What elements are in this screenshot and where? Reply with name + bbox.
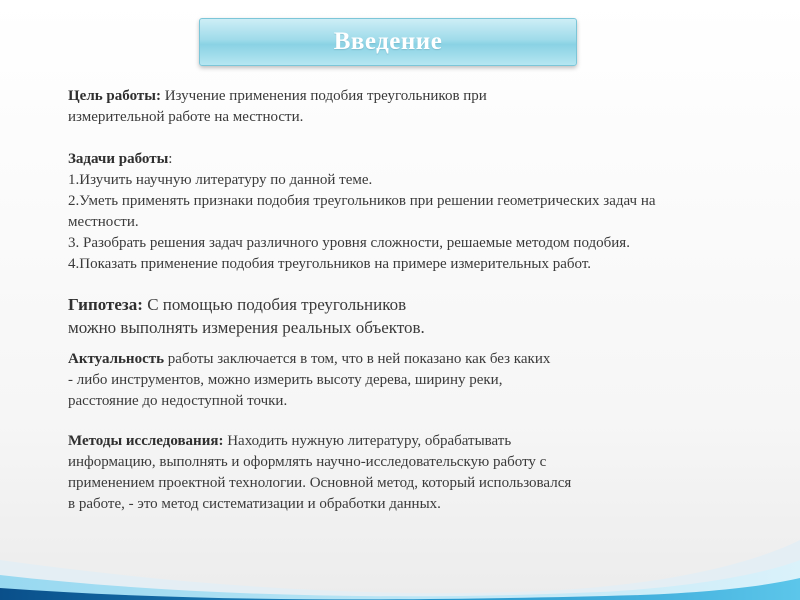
task-item: местности. [68,214,139,230]
goal-label: Цель работы: [68,88,161,104]
task-item: 1.Изучить научную литературу по данной теме. [68,172,373,188]
tasks-label: Задачи работы [68,151,169,167]
methods-text-1: Находить нужную литературу, обрабатывать [223,433,512,449]
relevance-section [68,349,550,412]
task-item: 3. Разобрать решения задач различного уровня сложности, решаемые методом подобия. [68,235,630,251]
relevance-text-3: расстояние до недоступной точки. [68,393,288,409]
hypothesis-text-1: С помощью подобия треугольников [142,295,407,314]
relevance-label: Актуальность [68,351,165,367]
goal-text-1: Изучение применения подобия треугольников при [160,88,487,104]
methods-text-3: применением проектной технологии. Основной метод, который использовался [68,475,572,491]
methods-text-2: информацию, выполнять и оформлять научно-исследовательскую работу с [68,454,547,470]
methods-label: Методы исследования: [68,433,224,449]
title-banner [199,18,577,66]
goal-section [68,86,487,128]
hypothesis-text-2: можно выполнять измерения реальных объектов. [68,318,425,337]
task-item: 2.Уметь применять признаки подобия треугольников при решении геометрических задач на [68,193,656,209]
hypothesis-section [68,293,425,339]
tasks-colon: : [168,151,173,167]
methods-section [68,431,571,515]
hypothesis-label: Гипотеза: [68,295,143,314]
tasks-section [68,149,656,275]
relevance-text-2: - либо инструментов, можно измерить высоту дерева, ширину реки, [68,372,503,388]
methods-text-4: в работе, - это метод систематизации и обработки данных. [68,496,441,512]
goal-text-2: измерительной работе на местности. [68,109,304,125]
relevance-text-1: работы заключается в том, что в ней показано как без каких [164,351,551,367]
slide-title: Введение [333,28,443,55]
task-item: 4.Показать применение подобия треугольников на примере измерительных работ. [68,256,592,272]
